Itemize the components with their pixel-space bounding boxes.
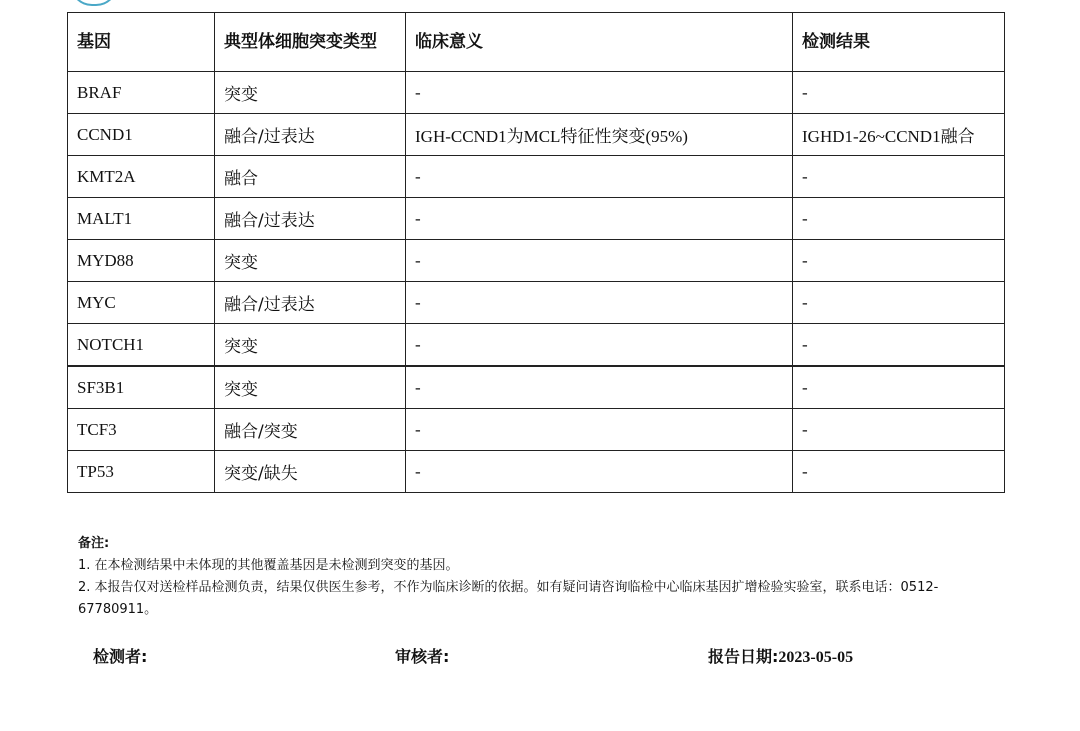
clinical-significance-cell: - [406,156,793,198]
gene-cell: CCND1 [68,114,215,156]
test-result-cell: - [793,324,1005,367]
test-result-cell: - [793,240,1005,282]
gene-cell: NOTCH1 [68,324,215,367]
mutation-type-cell: 融合/过表达 [215,282,406,324]
gene-cell: TP53 [68,451,215,493]
mutation-type-cell: 融合/过表达 [215,198,406,240]
logo-emblem [70,0,118,6]
table-row [68,72,1005,114]
gene-cell: MALT1 [68,198,215,240]
table-row [68,114,1005,156]
clinical-significance-cell: - [406,282,793,324]
table-row [68,198,1005,240]
gene-cell: KMT2A [68,156,215,198]
gene-results-table [67,12,1005,493]
test-result-cell: IGHD1-26~CCND1融合 [793,114,1005,156]
table-row [68,451,1005,493]
test-result-cell: - [793,366,1005,409]
mutation-type-cell: 融合 [215,156,406,198]
test-result-cell: - [793,72,1005,114]
clinical-significance-cell: - [406,198,793,240]
tester-label: 检测者: [93,647,148,666]
clinical-significance-cell: - [406,240,793,282]
table-header-row [68,13,1005,72]
clinical-significance-cell: - [406,72,793,114]
gene-cell: MYD88 [68,240,215,282]
mutation-type-cell: 突变 [215,324,406,367]
table-row [68,240,1005,282]
test-result-cell: - [793,409,1005,451]
test-result-cell: - [793,451,1005,493]
mutation-type-cell: 突变 [215,366,406,409]
header-clinical-significance: 临床意义 [406,13,793,72]
report-date [708,644,853,667]
mutation-type-cell: 突变 [215,72,406,114]
table-row [68,366,1005,409]
gene-cell: BRAF [68,72,215,114]
header-test-result: 检测结果 [793,13,1005,72]
clinical-significance-cell: - [406,324,793,367]
note-line-1: 1. 在本检测结果中未体现的其他覆盖基因是未检测到突变的基因。 [78,558,459,573]
gene-cell: TCF3 [68,409,215,451]
mutation-type-cell: 融合/过表达 [215,114,406,156]
test-result-cell: - [793,156,1005,198]
mutation-type-cell: 突变/缺失 [215,451,406,493]
table-row [68,156,1005,198]
clinical-significance-cell: IGH-CCND1为MCL特征性突变(95%) [406,114,793,156]
clinical-significance-cell: - [406,409,793,451]
test-result-cell: - [793,282,1005,324]
table-row [68,409,1005,451]
gene-cell: SF3B1 [68,366,215,409]
header-gene: 基因 [68,13,215,72]
gene-cell: MYC [68,282,215,324]
report-date-label: 报告日期: [708,647,779,666]
clinical-significance-cell: - [406,366,793,409]
mutation-type-cell: 融合/突变 [215,409,406,451]
note-line-2: 2. 本报告仅对送检样品检测负责，结果仅供医生参考，不作为临床诊断的依据。如有疑问请咨询临检中心临床基因扩增检验实验室，联系电话：0512-67780911。 [78,580,939,617]
test-result-cell: - [793,198,1005,240]
report-date-value: 2023-05-05 [778,649,854,666]
header-mutation-type: 典型体细胞突变类型 [215,13,406,72]
notes-section [78,533,1008,621]
table-row [68,324,1005,367]
clinical-significance-cell: - [406,451,793,493]
table-row [68,282,1005,324]
mutation-type-cell: 突变 [215,240,406,282]
notes-title: 备注: [78,536,110,551]
reviewer-label: 审核者: [395,647,450,666]
